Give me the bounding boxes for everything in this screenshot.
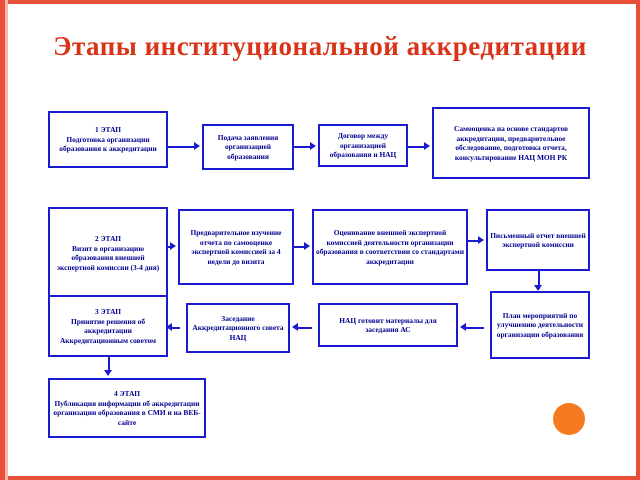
flow-box-3 [318,124,408,167]
frame-top [0,0,640,4]
arrow-2-3 [294,146,310,148]
flow-box-10 [186,303,290,353]
arrow-10-9 [172,327,180,329]
flow-box-12 [490,291,590,359]
arrowhead-11-10 [292,323,298,331]
flow-box-text-9: Принятие решения об аккредитации Аккредитационным советом [59,316,157,345]
arrow-9-13 [108,357,110,371]
flow-box-text-8: Письменный отчет внешней экспертной комиссии [490,230,586,249]
arrowhead-5-6 [170,242,176,250]
decorative-circle [553,403,585,435]
flow-box-2 [202,124,294,170]
arrow-11-10 [298,327,312,329]
flow-box-11 [318,303,458,347]
flow-box-text-7: Оценивание внешней экспертной комиссией деятельности организации образования в соответствии со стандартами аккредитации [316,228,464,266]
flow-box-text-4: Самооценка на основе стандартов аккредитации, предварительное обследование, подготовка отчета, консультирование НАЦ МОН РК [454,124,568,162]
arrowhead-8-12 [534,285,542,291]
frame-bottom [0,476,640,480]
flow-box-text-3: Договор между организацией образования и НАЦ [329,131,397,160]
flow-box-text-6: Предварительное изучение отчета по самооценке экспертной комиссией за 4 недели до визита [190,228,282,266]
flow-box-text-12: План мероприятий по улучшению деятельности организации образования [496,310,584,339]
arrowhead-12-11 [460,323,466,331]
flow-box-8 [486,209,590,271]
arrow-12-11 [466,327,484,329]
flow-box-text-11: НАЦ готовит материалы для заседания АС [339,315,437,334]
flow-box-7 [312,209,468,285]
arrowhead-7-8 [478,236,484,244]
flow-box-text-10: Заседание Аккредитационного совета НАЦ [192,313,284,342]
flow-box-9 [48,295,168,357]
flow-box-text-2: Подача заявления организацией образования [217,132,279,161]
arrowhead-1-2 [194,142,200,150]
arrowhead-2-3 [310,142,316,150]
stage-label-1: 1 ЭТАП [94,125,122,135]
frame-right [636,0,640,480]
arrow-3-4 [408,146,424,148]
flow-box-13 [48,378,206,438]
stage-label-3: 3 ЭТАП [94,307,122,316]
stage-label-4: 4 ЭТАП [113,389,141,398]
flow-box-4 [432,107,590,179]
arrow-7-8 [468,240,478,242]
arrowhead-3-4 [424,142,430,150]
arrowhead-10-9 [166,323,172,331]
flow-box-text-1: Подготовка организации образования к аккредитации [59,134,157,154]
arrow-1-2 [168,146,194,148]
arrow-6-7 [294,246,304,248]
flow-box-6 [178,209,294,285]
stage-label-2: 2 ЭТАП [94,234,122,243]
flow-box-text-13: Публикация информации об аккредитации организации образования в СМИ и на ВЕБ-сайте [53,398,201,427]
flow-box-1 [48,111,168,168]
page-title: Этапы институциональной аккредитации [53,31,587,61]
frame-left-secondary [5,0,8,480]
flow-box-5 [48,207,168,299]
arrowhead-9-13 [104,370,112,376]
flow-box-text-5: Визит в организацию образования внешней экспертной комиссии (3-4 дня) [56,243,160,272]
arrowhead-6-7 [304,242,310,250]
